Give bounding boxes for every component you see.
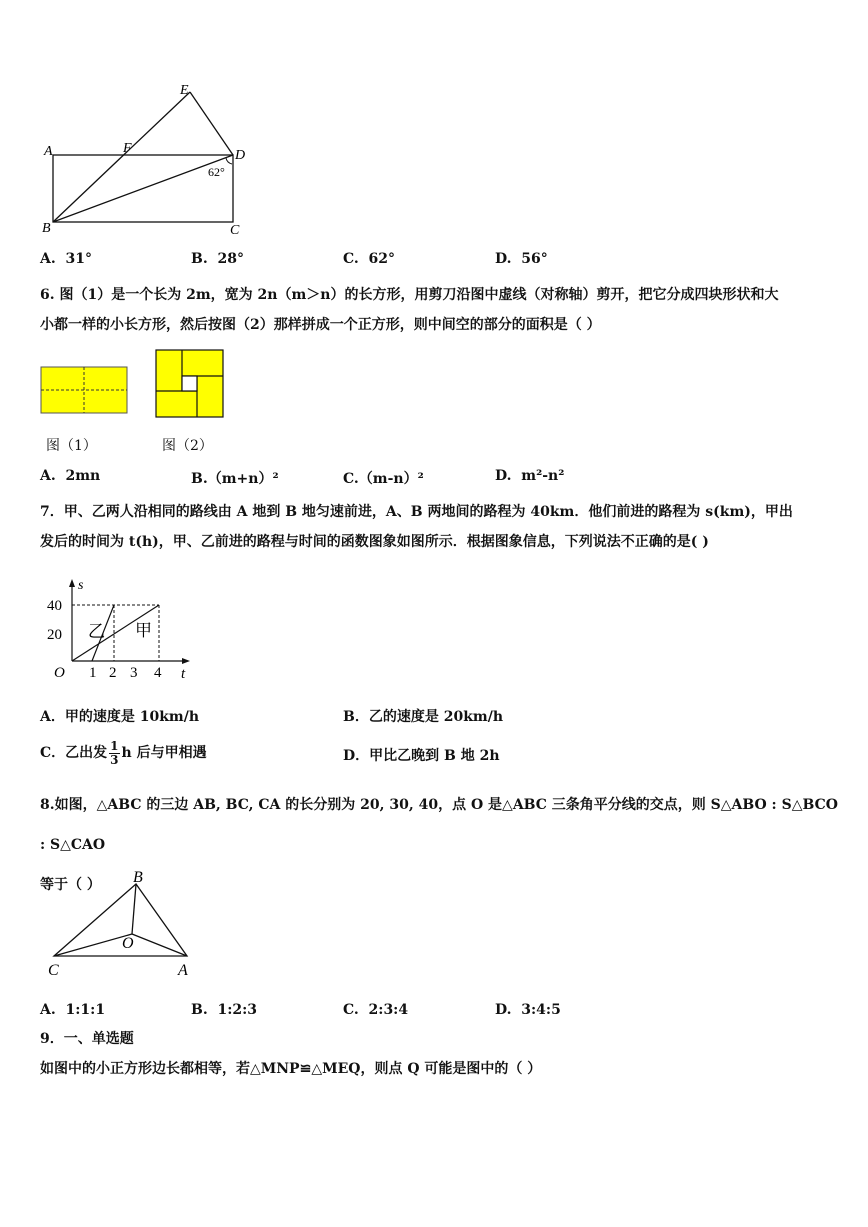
q7-graph: [40, 575, 200, 685]
fig8-label-b: B: [133, 869, 143, 886]
graph-y-tick-20: 20: [47, 627, 62, 643]
option-key: B.: [191, 471, 208, 487]
option-c-prefix: C．乙出发: [40, 745, 108, 761]
q6-line-2: 小都一样的小长方形，然后按图（2）那样拼成一个正方形，则中间空的部分的面积是（ ）: [40, 317, 601, 333]
fig5-label-e: E: [180, 83, 189, 98]
option-text: （m-n）²: [358, 471, 424, 487]
fraction-one-third: [109, 740, 119, 767]
q8-figure: [40, 866, 210, 981]
q6-option-a[interactable]: [40, 468, 100, 484]
q7-line-2: 发后的时间为 t(h)，甲、乙前进的路程与时间的函数图象如图所示．根据图象信息，下列说法不正确的是( ): [40, 534, 709, 550]
fraction-denominator: 3: [110, 752, 119, 767]
q7-option-a[interactable]: A．甲的速度是 10km/h: [40, 709, 200, 725]
q5-option-d[interactable]: [495, 251, 548, 267]
q5-option-a[interactable]: [40, 251, 92, 267]
option-key: B.: [191, 1002, 208, 1018]
option-key: C.: [343, 1002, 359, 1018]
option-text: 62°: [368, 251, 396, 267]
q6-stem: [40, 280, 840, 340]
graph-y-tick-40: 40: [47, 598, 62, 614]
option-key: B.: [191, 251, 208, 267]
q7-option-c[interactable]: [40, 735, 207, 771]
q6-option-c[interactable]: [343, 468, 424, 488]
option-key: A.: [40, 468, 56, 484]
option-c-suffix: h 后与甲相遇: [121, 745, 207, 761]
q7-line-1: 7．甲、乙两人沿相同的路线由 A 地到 B 地匀速前进，A、B 两地间的路程为 40km．他们前进的路程为 s(km)，甲出: [40, 504, 793, 520]
fig8-label-c: C: [48, 962, 59, 979]
graph-x-tick-4: 4: [154, 665, 162, 681]
q5-option-b[interactable]: [191, 251, 244, 267]
fig5-label-c: C: [230, 223, 240, 238]
q8-option-d[interactable]: [495, 1002, 561, 1018]
q6-figure-2: [155, 349, 225, 419]
fraction-numerator: 1: [110, 738, 119, 753]
option-key: A.: [40, 1002, 56, 1018]
graph-label-jia: 甲: [135, 621, 152, 640]
q5-option-c[interactable]: [343, 251, 395, 267]
q6-figure-1: [40, 366, 130, 416]
option-text: 2:3:4: [368, 1002, 409, 1018]
option-text: （m+n）²: [207, 471, 279, 487]
option-text: 2mn: [65, 468, 101, 484]
option-text: 31°: [65, 251, 92, 267]
q9-line-1: 9．一、单选题: [40, 1031, 134, 1047]
q6-fig2-caption: 图（2）: [162, 438, 213, 454]
option-key: C.: [343, 251, 359, 267]
q6-fig1-caption: 图（1）: [46, 438, 97, 454]
q7-stem: [40, 497, 840, 557]
q7-option-b[interactable]: B．乙的速度是 20km/h: [343, 709, 503, 725]
option-key: D.: [495, 251, 512, 267]
option-text: 56°: [521, 251, 548, 267]
graph-x-tick-3: 3: [130, 665, 138, 681]
fig5-label-b: B: [42, 221, 51, 236]
q8-option-a[interactable]: [40, 1002, 105, 1018]
option-text: 3:4:5: [521, 1002, 561, 1018]
option-text: 1:1:1: [65, 1002, 106, 1018]
q6-option-b[interactable]: [191, 468, 279, 488]
q6-option-d[interactable]: [495, 468, 564, 484]
graph-s-label: s: [78, 578, 84, 593]
q8-option-b[interactable]: [191, 1002, 257, 1018]
fig5-angle-label: 62°: [208, 165, 225, 179]
option-text: 1:2:3: [217, 1002, 258, 1018]
graph-x-tick-2: 2: [109, 665, 117, 681]
graph-origin: O: [54, 665, 65, 681]
graph-x-tick-1: 1: [89, 665, 97, 681]
q6-line-1: 6. 图（1）是一个长为 2m，宽为 2n（m＞n）的长方形，用剪刀沿图中虚线（对称轴）剪开，把它分成四块形状和大: [40, 287, 779, 303]
fig5-label-d: D: [235, 148, 246, 163]
fig5-label-a: A: [44, 144, 53, 159]
q9-stem: [40, 1024, 840, 1084]
q9-line-2: 如图中的小正方形边长都相等，若△MNP≌△MEQ，则点 Q 可能是图中的（ ）: [40, 1061, 542, 1077]
q8-line-1: 8.如图，△ABC 的三边 AB, BC, CA 的长分别为 20, 30, 40，点 O 是△ABC 三条角平分线的交点，则 S△ABO : S△BCO : S△CAO: [40, 797, 838, 853]
graph-t-label: t: [181, 666, 186, 682]
q8-option-c[interactable]: [343, 1002, 408, 1018]
q5-figure: [30, 80, 270, 240]
fig8-label-o: O: [122, 935, 134, 952]
option-key: D.: [495, 1002, 512, 1018]
q8-line-2: 等于（ ）: [40, 877, 101, 893]
graph-label-yi: 乙: [88, 622, 105, 641]
fig8-label-a: A: [178, 962, 188, 979]
q7-option-d[interactable]: D．甲比乙晚到 B 地 2h: [343, 748, 500, 764]
option-key: D.: [495, 468, 512, 484]
fig5-label-f: F: [123, 141, 132, 156]
option-text: 28°: [217, 251, 244, 267]
option-key: C.: [343, 471, 359, 487]
option-text: m²-n²: [521, 468, 565, 484]
option-key: A.: [40, 251, 56, 267]
